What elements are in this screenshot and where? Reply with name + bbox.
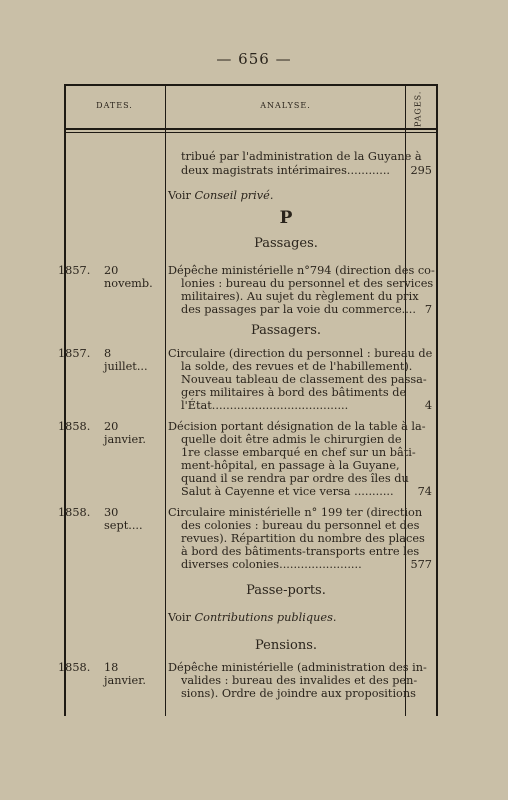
section-letter: P [279, 208, 293, 228]
entry-page: 7 [424, 303, 432, 316]
entry-text-line: la solde, des revues et de l'habillement). [181, 360, 413, 373]
section-passages: Passages. [254, 236, 318, 251]
entry-text-line: des passages par la voie du commerce.... [181, 303, 416, 316]
entry-text-line: l'État...................................... [181, 399, 349, 412]
entry-text-line: militaires). Au sujet du règlement du prix [181, 290, 419, 303]
entry-text-line: sions). Ordre de joindre aux propositions [181, 687, 416, 700]
entry-text-line: des colonies : bureau du personnel et des [181, 519, 420, 532]
voir-contributions: Voir Contributions publiques. [168, 611, 337, 624]
page-number: — 656 — [216, 50, 292, 68]
entry-text-line: à bord des bâtiments-transports entre les [181, 545, 420, 558]
entry-text-line: Décision portant désignation de la table à la- [168, 420, 426, 433]
entry-text-line: quand il se rendra par ordre des îles du [181, 472, 409, 485]
header-analyse: ANALYSE. [260, 101, 311, 110]
entry-text-line: Circulaire (direction du personnel : bureau de [168, 347, 433, 360]
entry-text-line: valides : bureau des invalides et des pen- [181, 674, 418, 687]
entry-text-line: ment-hôpital, en passage à la Guyane, [181, 459, 400, 472]
continuation-line-2: deux magistrats intérimaires............ [181, 164, 391, 177]
entry-page: 577 [410, 558, 432, 571]
header-dates: DATES. [96, 101, 133, 110]
right-border [436, 84, 438, 716]
continuation-page: 295 [410, 164, 432, 177]
continuation-line-1: tribué par l'administration de la Guyane à [181, 150, 422, 163]
entry-page: 74 [417, 485, 432, 498]
entry-page: 4 [424, 399, 432, 412]
entry-text-line: Nouveau tableau de classement des passa- [181, 373, 427, 386]
entry-text-line: Dépêche ministérielle n°794 (direction des co- [168, 264, 435, 277]
entry-text-line: lonies : bureau du personnel et des services [181, 277, 434, 290]
date-divider [165, 84, 166, 716]
entry-text-line: gers militaires à bord des bâtiments de [181, 386, 407, 399]
top-rule [64, 84, 438, 86]
entry-text-line: diverses colonies....................... [181, 558, 362, 571]
section-passe-ports: Passe-ports. [246, 583, 326, 598]
section-pensions: Pensions. [254, 638, 318, 653]
left-border [64, 84, 66, 716]
entry-text-line: Circulaire ministérielle n° 199 ter (direction [168, 506, 423, 519]
entry-text-line: quelle doit être admis le chirurgien de [181, 433, 402, 446]
header-rule-thin [64, 132, 438, 133]
voir-conseil: Voir Conseil privé. [168, 189, 274, 202]
entry-text-line: 1re classe embarqué en chef sur un bâti- [181, 446, 416, 459]
entry-text-line: Dépêche ministérielle (administration des in- [168, 661, 427, 674]
header-rule [64, 128, 438, 130]
header-pages: PAGES. [413, 90, 423, 128]
entry-text-line: Salut à Cayenne et vice versa ........... [181, 485, 394, 498]
section-passagers: Passagers. [250, 323, 322, 338]
entry-text-line: revues). Répartition du nombre des places [181, 532, 425, 545]
